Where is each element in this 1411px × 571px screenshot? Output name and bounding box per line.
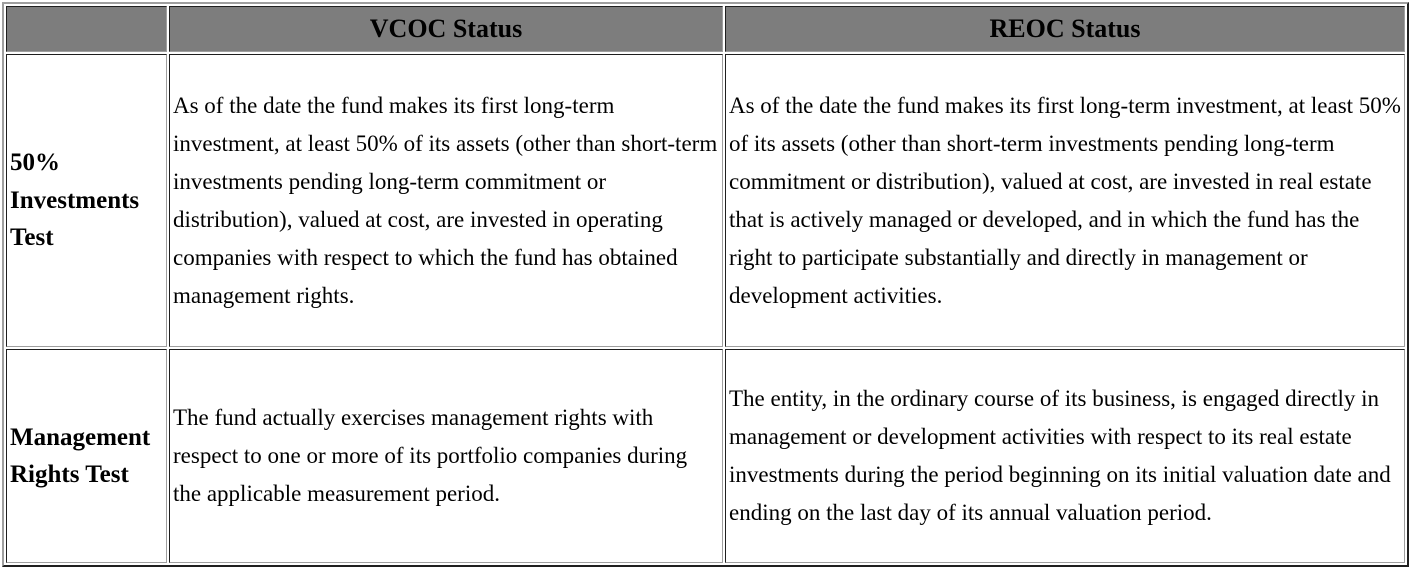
row-label-50-investments-test: 50% Investments Test — [6, 54, 167, 347]
reoc-cell-management-rights-test: The entity, in the ordinary course of its business, is engaged directly in management or development activities with respect to its real estate investments during the period beginning on its initial valuation date and ending on the last day of its annual valuation period. — [725, 349, 1405, 563]
header-reoc-status: REOC Status — [725, 6, 1405, 52]
row-label-management-rights-test: Management Rights Test — [6, 349, 167, 563]
header-vcoc-status: VCOC Status — [169, 6, 723, 52]
header-row — [6, 6, 1405, 52]
table-row-management-rights-test — [6, 349, 1405, 563]
table-row-50-investments-test — [6, 54, 1405, 347]
vcoc-reoc-comparison-table — [2, 2, 1409, 567]
vcoc-cell-50-investments-test: As of the date the fund makes its first long-term investment, at least 50% of its assets (other than short-term investments pending long-term commitment or distribution), valued at cost, are invested in operating companies with respect to which the fund has obtained management rights. — [169, 54, 723, 347]
header-corner-cell — [6, 6, 167, 52]
vcoc-cell-management-rights-test: The fund actually exercises management rights with respect to one or more of its portfolio companies during the applicable measurement period. — [169, 349, 723, 563]
reoc-cell-50-investments-test: As of the date the fund makes its first long-term investment, at least 50% of its assets (other than short-term investments pending long-term commitment or distribution), valued at cost, are invested in real estate that is actively managed or developed, and in which the fund has the right to participate substantially and directly in management or development activities. — [725, 54, 1405, 347]
